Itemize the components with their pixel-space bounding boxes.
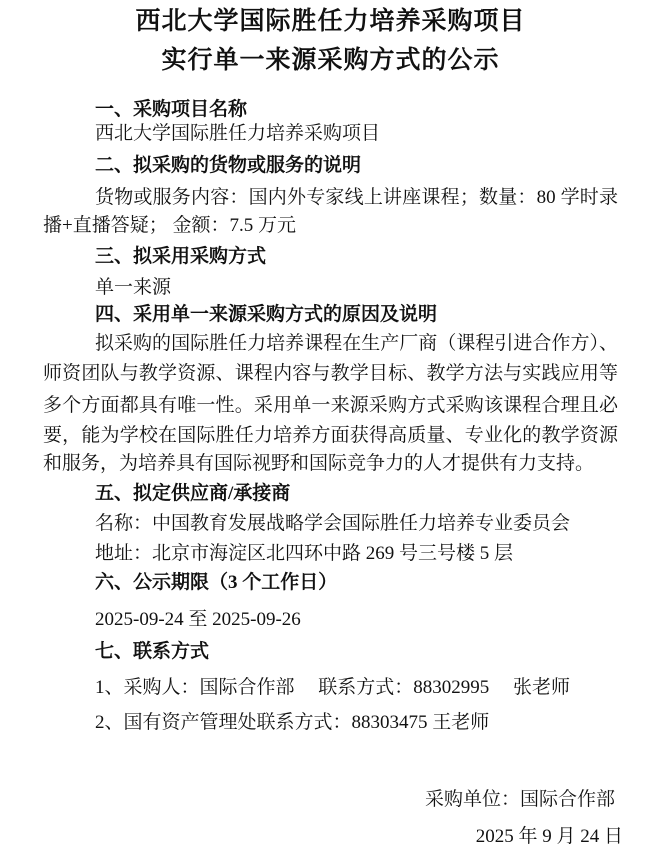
doc-title-line-1: 西北大学国际胜任力培养采购项目 — [135, 8, 526, 35]
section-1-heading: 一、采购项目名称 — [95, 99, 248, 120]
section-6-heading: 六、公示期限（3 个工作日） — [95, 572, 338, 593]
section-7-heading: 七、联系方式 — [95, 641, 210, 662]
footer-date: 2025 年 9 月 24 日 — [475, 826, 623, 847]
doc-title-line-2: 实行单一来源采购方式的公示 — [161, 47, 500, 74]
section-3-heading: 三、拟采用采购方式 — [95, 246, 267, 267]
section-2-line-1: 货物或服务内容：国内外专家线上讲座课程；数量：80 学时录 — [95, 187, 618, 208]
section-2-line-2: 播+直播答疑； 金额：7.5 万元 — [43, 215, 296, 236]
section-1-text: 西北大学国际胜任力培养采购项目 — [95, 123, 381, 144]
section-4-line-1: 拟采购的国际胜任力培养课程在生产厂商（课程引进合作方）、 — [95, 333, 618, 354]
section-4-line-2: 师资团队与教学资源、课程内容与教学目标、教学方法与实践应用等 — [43, 363, 618, 384]
section-7-contact-1: 1、采购人：国际合作部 联系方式：88302995 张老师 — [95, 677, 571, 698]
section-4-line-4: 要，能为学校在国际胜任力培养方面获得高质量、专业化的教学资源 — [43, 425, 618, 446]
section-5-heading: 五、拟定供应商/承接商 — [95, 483, 291, 504]
section-7-contact-2: 2、国有资产管理处联系方式：88303475 王老师 — [95, 712, 490, 733]
section-3-text: 单一来源 — [95, 277, 172, 298]
section-5-supplier-name: 名称：中国教育发展战略学会国际胜任力培养专业委员会 — [95, 513, 571, 534]
section-4-line-5: 和服务，为培养具有国际视野和国际竞争力的人才提供有力支持。 — [43, 453, 595, 474]
section-4-heading: 四、采用单一来源采购方式的原因及说明 — [95, 304, 438, 325]
section-6-date-range: 2025-09-24 至 2025-09-26 — [95, 609, 301, 630]
section-4-line-3: 多个方面都具有唯一性。采用单一来源采购方式采购该课程合理且必 — [43, 395, 618, 416]
section-5-supplier-address: 地址：北京市海淀区北四环中路 269 号三号楼 5 层 — [95, 543, 514, 564]
section-2-heading: 二、拟采购的货物或服务的说明 — [95, 155, 362, 176]
footer-procuring-unit: 采购单位：国际合作部 — [424, 789, 615, 810]
